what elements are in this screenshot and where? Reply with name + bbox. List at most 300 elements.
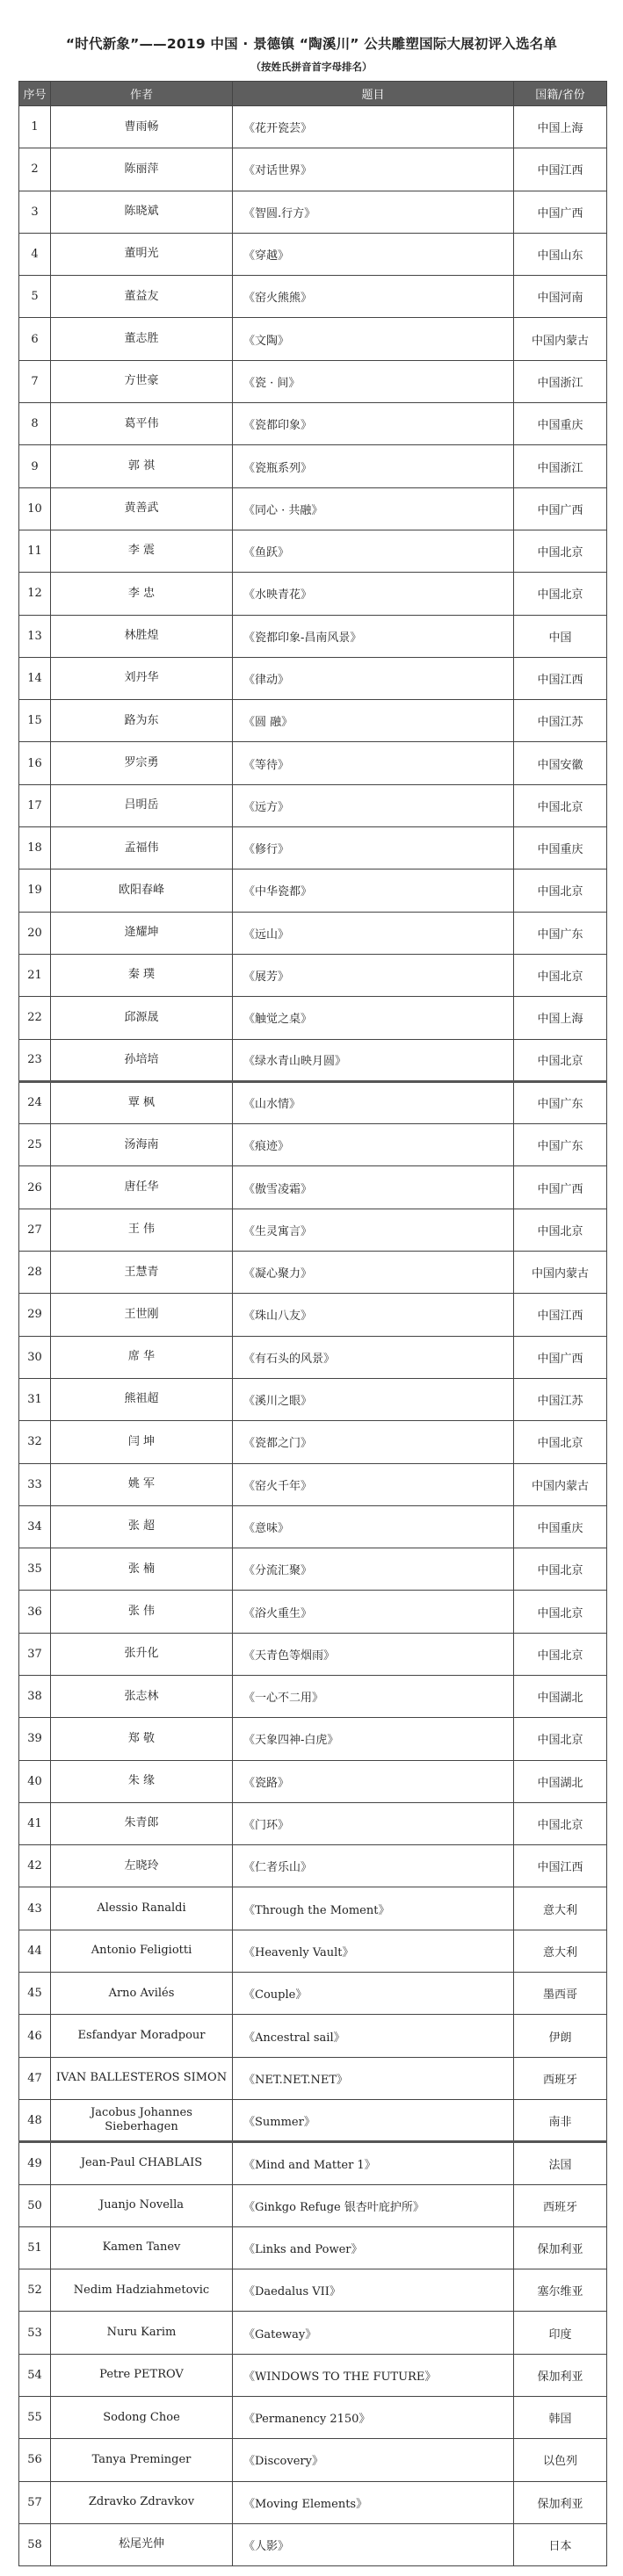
cell-number: 7 (19, 360, 51, 402)
cell-title: 《花开瓷芸》 (233, 106, 514, 148)
table-row (19, 2481, 607, 2523)
cell-number: 31 (19, 1378, 51, 1420)
cell-title: 《Gateway》 (233, 2312, 514, 2354)
cell-nationality: 中国广西 (514, 1166, 607, 1209)
cell-author: 曹雨畅 (51, 106, 233, 148)
document-subtitle: （按姓氏拼音首字母排名） (250, 61, 373, 73)
cell-nationality: 中国北京 (514, 573, 607, 615)
cell-title: 《瓷都印象-昌南风景》 (233, 615, 514, 657)
table-row (19, 742, 607, 784)
cell-title: 《修行》 (233, 827, 514, 869)
cell-author: 董明光 (51, 233, 233, 275)
cell-author: Juanjo Novella (51, 2184, 233, 2226)
cell-title: 《溪川之眼》 (233, 1378, 514, 1420)
table-row (19, 1973, 607, 2015)
table-row (19, 1633, 607, 1675)
table-row (19, 912, 607, 954)
cell-author: 董志胜 (51, 318, 233, 360)
cell-number: 36 (19, 1591, 51, 1633)
cell-author: 黄善武 (51, 487, 233, 530)
cell-nationality: 塞尔维亚 (514, 2269, 607, 2312)
cell-author: 松尾光伸 (51, 2523, 233, 2565)
cell-title: 《文陶》 (233, 318, 514, 360)
cell-title: 《Summer》 (233, 2099, 514, 2141)
table-row (19, 1124, 607, 1166)
cell-title: 《凝心聚力》 (233, 1252, 514, 1294)
table-row (19, 2269, 607, 2312)
table-row (19, 233, 607, 275)
cell-author: Nuru Karim (51, 2312, 233, 2354)
cell-author: Alessio Ranaldi (51, 1887, 233, 1930)
cell-nationality: 中国山东 (514, 233, 607, 275)
cell-title: 《Couple》 (233, 1973, 514, 2015)
cell-author: Petre PETROV (51, 2354, 233, 2396)
cell-title: 《鱼跃》 (233, 530, 514, 572)
cell-author: 陈晓斌 (51, 191, 233, 233)
cell-number: 12 (19, 573, 51, 615)
cell-nationality: 中国江苏 (514, 1378, 607, 1420)
cell-number: 43 (19, 1887, 51, 1930)
cell-title: 《NET.NET.NET》 (233, 2057, 514, 2099)
cell-number: 13 (19, 615, 51, 657)
column-header-nationality: 国籍/省份 (514, 82, 607, 106)
cell-author: 王慧青 (51, 1252, 233, 1294)
cell-nationality: 中国重庆 (514, 1505, 607, 1548)
table-row (19, 1039, 607, 1081)
table-row (19, 869, 607, 912)
cell-title: 《远山》 (233, 912, 514, 954)
cell-nationality: 中国江西 (514, 1845, 607, 1887)
table-row (19, 1675, 607, 1717)
cell-nationality: 中国内蒙古 (514, 1252, 607, 1294)
cell-number: 46 (19, 2015, 51, 2057)
cell-number: 23 (19, 1039, 51, 1081)
cell-number: 48 (19, 2099, 51, 2141)
cell-number: 33 (19, 1463, 51, 1505)
cell-number: 8 (19, 403, 51, 445)
table-row (19, 1548, 607, 1591)
cell-number: 22 (19, 997, 51, 1039)
cell-nationality: 中国广西 (514, 1336, 607, 1378)
cell-author: Zdravko Zdravkov (51, 2481, 233, 2523)
cell-title: 《天象四神-白虎》 (233, 1718, 514, 1760)
cell-nationality: 中国广东 (514, 1124, 607, 1166)
cell-nationality: 中国北京 (514, 1802, 607, 1844)
cell-nationality: 中国浙江 (514, 445, 607, 487)
cell-number: 10 (19, 487, 51, 530)
cell-title: 《痕迹》 (233, 1124, 514, 1166)
cell-title: 《仁者乐山》 (233, 1845, 514, 1887)
cell-nationality: 中国广西 (514, 191, 607, 233)
cell-nationality: 中国北京 (514, 954, 607, 996)
cell-nationality: 中国江西 (514, 657, 607, 699)
cell-author: 左晓玲 (51, 1845, 233, 1887)
cell-number: 56 (19, 2439, 51, 2481)
cell-author: 郑 敬 (51, 1718, 233, 1760)
table-row (19, 1930, 607, 1972)
cell-nationality: 中国上海 (514, 106, 607, 148)
cell-title: 《Daedalus VII》 (233, 2269, 514, 2312)
cell-number: 4 (19, 233, 51, 275)
cell-author: 覃 枫 (51, 1081, 233, 1123)
cell-author: IVAN BALLESTEROS SIMON (51, 2057, 233, 2099)
table-row (19, 700, 607, 742)
cell-number: 19 (19, 869, 51, 912)
cell-title: 《瓷瓶系列》 (233, 445, 514, 487)
cell-title: 《触觉之桌》 (233, 997, 514, 1039)
cell-nationality: 中国江西 (514, 148, 607, 191)
cell-number: 21 (19, 954, 51, 996)
cell-number: 15 (19, 700, 51, 742)
cell-author: Tanya Preminger (51, 2439, 233, 2481)
table-row (19, 1760, 607, 1802)
table-row (19, 403, 607, 445)
cell-number: 6 (19, 318, 51, 360)
column-header-author: 作者 (51, 82, 233, 106)
cell-nationality: 中国北京 (514, 1591, 607, 1633)
cell-nationality: 西班牙 (514, 2057, 607, 2099)
cell-title: 《Moving Elements》 (233, 2481, 514, 2523)
document-header (0, 0, 623, 77)
cell-author: 邱源晟 (51, 997, 233, 1039)
cell-nationality: 中国北京 (514, 530, 607, 572)
table-row (19, 2184, 607, 2226)
cell-author: Kamen Tanev (51, 2226, 233, 2269)
cell-nationality: 西班牙 (514, 2184, 607, 2226)
cell-title: 《同心 · 共融》 (233, 487, 514, 530)
table-row (19, 2354, 607, 2396)
cell-nationality: 保加利亚 (514, 2226, 607, 2269)
cell-title: 《瓷都印象》 (233, 403, 514, 445)
table-row (19, 1505, 607, 1548)
table-row (19, 657, 607, 699)
cell-number: 39 (19, 1718, 51, 1760)
cell-number: 37 (19, 1633, 51, 1675)
cell-author: 朱 缘 (51, 1760, 233, 1802)
cell-author: 熊祖超 (51, 1378, 233, 1420)
cell-title: 《珠山八友》 (233, 1294, 514, 1336)
table-row (19, 2142, 607, 2184)
cell-nationality: 中国河南 (514, 276, 607, 318)
cell-number: 1 (19, 106, 51, 148)
cell-nationality: 中国广西 (514, 487, 607, 530)
cell-nationality: 印度 (514, 2312, 607, 2354)
table-row (19, 573, 607, 615)
cell-nationality: 中国北京 (514, 1209, 607, 1251)
table-row (19, 445, 607, 487)
cell-number: 14 (19, 657, 51, 699)
cell-number: 11 (19, 530, 51, 572)
cell-nationality: 中国北京 (514, 869, 607, 912)
table-row (19, 2099, 607, 2141)
table-row (19, 1591, 607, 1633)
cell-number: 30 (19, 1336, 51, 1378)
cell-title: 《门环》 (233, 1802, 514, 1844)
cell-number: 45 (19, 1973, 51, 2015)
cell-title: 《窑火熊熊》 (233, 276, 514, 318)
cell-author: 欧阳春峰 (51, 869, 233, 912)
cell-title: 《窑火千年》 (233, 1463, 514, 1505)
table-row (19, 954, 607, 996)
cell-title: 《人影》 (233, 2523, 514, 2565)
cell-title: 《对话世界》 (233, 148, 514, 191)
cell-author: 葛平伟 (51, 403, 233, 445)
cell-nationality: 中国内蒙古 (514, 318, 607, 360)
cell-nationality: 中国江苏 (514, 700, 607, 742)
cell-author: 吕明岳 (51, 784, 233, 826)
cell-number: 38 (19, 1675, 51, 1717)
table-row (19, 997, 607, 1039)
table-row (19, 2057, 607, 2099)
cell-author: 方世豪 (51, 360, 233, 402)
cell-title: 《生灵寓言》 (233, 1209, 514, 1251)
cell-title: 《山水情》 (233, 1081, 514, 1123)
cell-nationality: 中国安徽 (514, 742, 607, 784)
table-row (19, 827, 607, 869)
document-title: “时代新象”——2019 中国 · 景德镇 “陶溪川” 公共雕塑国际大展初评入选名单 (65, 36, 558, 52)
cell-number: 17 (19, 784, 51, 826)
cell-author: 孟福伟 (51, 827, 233, 869)
table-row (19, 2312, 607, 2354)
cell-title: 《意味》 (233, 1505, 514, 1548)
cell-number: 57 (19, 2481, 51, 2523)
table-row (19, 1378, 607, 1420)
cell-author: 张升化 (51, 1633, 233, 1675)
cell-title: 《一心不二用》 (233, 1675, 514, 1717)
cell-author: 刘丹华 (51, 657, 233, 699)
cell-number: 51 (19, 2226, 51, 2269)
cell-author: 逄耀坤 (51, 912, 233, 954)
cell-nationality: 南非 (514, 2099, 607, 2141)
cell-author: 王 伟 (51, 1209, 233, 1251)
table-row (19, 106, 607, 148)
table-row (19, 1802, 607, 1844)
cell-author: 张志林 (51, 1675, 233, 1717)
cell-number: 55 (19, 2397, 51, 2439)
cell-title: 《穿越》 (233, 233, 514, 275)
table-header (19, 82, 607, 106)
table-row (19, 487, 607, 530)
cell-author: Jean-Paul CHABLAIS (51, 2142, 233, 2184)
cell-number: 40 (19, 1760, 51, 1802)
cell-title: 《Ginkgo Refuge 银杏叶庇护所》 (233, 2184, 514, 2226)
cell-author: 秦 璞 (51, 954, 233, 996)
cell-number: 2 (19, 148, 51, 191)
cell-nationality: 保加利亚 (514, 2354, 607, 2396)
table-body (19, 106, 607, 2566)
cell-number: 44 (19, 1930, 51, 1972)
table-row (19, 784, 607, 826)
cell-nationality: 以色列 (514, 2439, 607, 2481)
cell-author: Jacobus Johannes Sieberhagen (51, 2099, 233, 2141)
cell-number: 35 (19, 1548, 51, 1591)
cell-title: 《Ancestral sail》 (233, 2015, 514, 2057)
cell-nationality: 中国广东 (514, 912, 607, 954)
cell-title: 《智圆.行方》 (233, 191, 514, 233)
cell-number: 58 (19, 2523, 51, 2565)
cell-title: 《中华瓷都》 (233, 869, 514, 912)
table-row (19, 2226, 607, 2269)
table-row (19, 2015, 607, 2057)
selection-table (18, 81, 607, 2566)
cell-nationality: 中国北京 (514, 784, 607, 826)
cell-number: 50 (19, 2184, 51, 2226)
cell-author: 郭 祺 (51, 445, 233, 487)
cell-nationality: 中国重庆 (514, 403, 607, 445)
cell-title: 《Heavenly Vault》 (233, 1930, 514, 1972)
table-row (19, 360, 607, 402)
cell-author: 董益友 (51, 276, 233, 318)
cell-nationality: 中国湖北 (514, 1675, 607, 1717)
cell-title: 《瓷 · 间》 (233, 360, 514, 402)
cell-author: 罗宗勇 (51, 742, 233, 784)
cell-title: 《等待》 (233, 742, 514, 784)
cell-author: 闫 坤 (51, 1421, 233, 1463)
cell-nationality: 保加利亚 (514, 2481, 607, 2523)
table-row (19, 1252, 607, 1294)
cell-title: 《绿水青山映月圆》 (233, 1039, 514, 1081)
column-header-title: 题目 (233, 82, 514, 106)
table-row (19, 1166, 607, 1209)
cell-number: 54 (19, 2354, 51, 2396)
cell-nationality: 中国湖北 (514, 1760, 607, 1802)
cell-title: 《Permanency 2150》 (233, 2397, 514, 2439)
cell-title: 《Mind and Matter 1》 (233, 2142, 514, 2184)
cell-number: 34 (19, 1505, 51, 1548)
cell-author: Arno Avilés (51, 1973, 233, 2015)
table-row (19, 1463, 607, 1505)
cell-nationality: 中国浙江 (514, 360, 607, 402)
cell-title: 《展芳》 (233, 954, 514, 996)
table-row (19, 530, 607, 572)
cell-nationality: 中国北京 (514, 1039, 607, 1081)
cell-number: 20 (19, 912, 51, 954)
table-row (19, 1209, 607, 1251)
cell-author: 林胜煌 (51, 615, 233, 657)
cell-author: 姚 军 (51, 1463, 233, 1505)
cell-title: 《分流汇聚》 (233, 1548, 514, 1591)
cell-nationality: 中国内蒙古 (514, 1463, 607, 1505)
table-row (19, 1887, 607, 1930)
cell-title: 《Through the Moment》 (233, 1887, 514, 1930)
cell-nationality: 中国北京 (514, 1633, 607, 1675)
cell-author: 汤海南 (51, 1124, 233, 1166)
cell-nationality: 法国 (514, 2142, 607, 2184)
cell-nationality: 中国上海 (514, 997, 607, 1039)
cell-number: 41 (19, 1802, 51, 1844)
cell-nationality: 中国广东 (514, 1081, 607, 1123)
cell-nationality: 日本 (514, 2523, 607, 2565)
cell-number: 28 (19, 1252, 51, 1294)
cell-author: 张 楠 (51, 1548, 233, 1591)
table-row (19, 1845, 607, 1887)
cell-author: 席 华 (51, 1336, 233, 1378)
cell-author: 朱青郎 (51, 1802, 233, 1844)
cell-author: 路为东 (51, 700, 233, 742)
cell-title: 《瓷路》 (233, 1760, 514, 1802)
cell-author: 唐任华 (51, 1166, 233, 1209)
cell-author: Nedim Hadziahmetovic (51, 2269, 233, 2312)
table-row (19, 148, 607, 191)
cell-number: 42 (19, 1845, 51, 1887)
cell-author: 王世刚 (51, 1294, 233, 1336)
cell-number: 25 (19, 1124, 51, 1166)
table-row (19, 1294, 607, 1336)
cell-number: 9 (19, 445, 51, 487)
table-row (19, 1421, 607, 1463)
table-row (19, 2397, 607, 2439)
cell-author: Antonio Feligiotti (51, 1930, 233, 1972)
cell-number: 52 (19, 2269, 51, 2312)
cell-author: 张 超 (51, 1505, 233, 1548)
cell-author: 李 忠 (51, 573, 233, 615)
cell-title: 《天青色等烟雨》 (233, 1633, 514, 1675)
cell-title: 《律动》 (233, 657, 514, 699)
cell-nationality: 中国 (514, 615, 607, 657)
column-header-no: 序号 (19, 82, 51, 106)
table-row (19, 1081, 607, 1123)
cell-title: 《瓷都之门》 (233, 1421, 514, 1463)
table-row (19, 276, 607, 318)
cell-nationality: 中国重庆 (514, 827, 607, 869)
cell-number: 3 (19, 191, 51, 233)
cell-number: 49 (19, 2142, 51, 2184)
cell-author: 陈丽萍 (51, 148, 233, 191)
cell-title: 《傲雪凌霜》 (233, 1166, 514, 1209)
table-row (19, 2439, 607, 2481)
cell-nationality: 中国北京 (514, 1718, 607, 1760)
cell-title: 《远方》 (233, 784, 514, 826)
cell-number: 27 (19, 1209, 51, 1251)
cell-nationality: 韩国 (514, 2397, 607, 2439)
table-row (19, 318, 607, 360)
cell-nationality: 中国北京 (514, 1548, 607, 1591)
cell-number: 53 (19, 2312, 51, 2354)
cell-number: 5 (19, 276, 51, 318)
cell-number: 26 (19, 1166, 51, 1209)
cell-number: 32 (19, 1421, 51, 1463)
cell-number: 16 (19, 742, 51, 784)
cell-title: 《WINDOWS TO THE FUTURE》 (233, 2354, 514, 2396)
cell-number: 24 (19, 1081, 51, 1123)
cell-number: 18 (19, 827, 51, 869)
cell-title: 《Links and Power》 (233, 2226, 514, 2269)
cell-author: 张 伟 (51, 1591, 233, 1633)
cell-nationality: 意大利 (514, 1930, 607, 1972)
cell-title: 《Discovery》 (233, 2439, 514, 2481)
table-row (19, 2523, 607, 2565)
cell-number: 47 (19, 2057, 51, 2099)
table-row (19, 615, 607, 657)
cell-title: 《圆 融》 (233, 700, 514, 742)
cell-author: Esfandyar Moradpour (51, 2015, 233, 2057)
cell-title: 《水映青花》 (233, 573, 514, 615)
cell-title: 《浴火重生》 (233, 1591, 514, 1633)
cell-nationality: 墨西哥 (514, 1973, 607, 2015)
table-row (19, 1718, 607, 1760)
cell-nationality: 中国江西 (514, 1294, 607, 1336)
cell-title: 《有石头的风景》 (233, 1336, 514, 1378)
table-row (19, 1336, 607, 1378)
cell-author: 孙培培 (51, 1039, 233, 1081)
table-row (19, 191, 607, 233)
cell-author: 李 震 (51, 530, 233, 572)
cell-nationality: 中国北京 (514, 1421, 607, 1463)
cell-nationality: 伊朗 (514, 2015, 607, 2057)
cell-author: Sodong Choe (51, 2397, 233, 2439)
cell-nationality: 意大利 (514, 1887, 607, 1930)
cell-number: 29 (19, 1294, 51, 1336)
